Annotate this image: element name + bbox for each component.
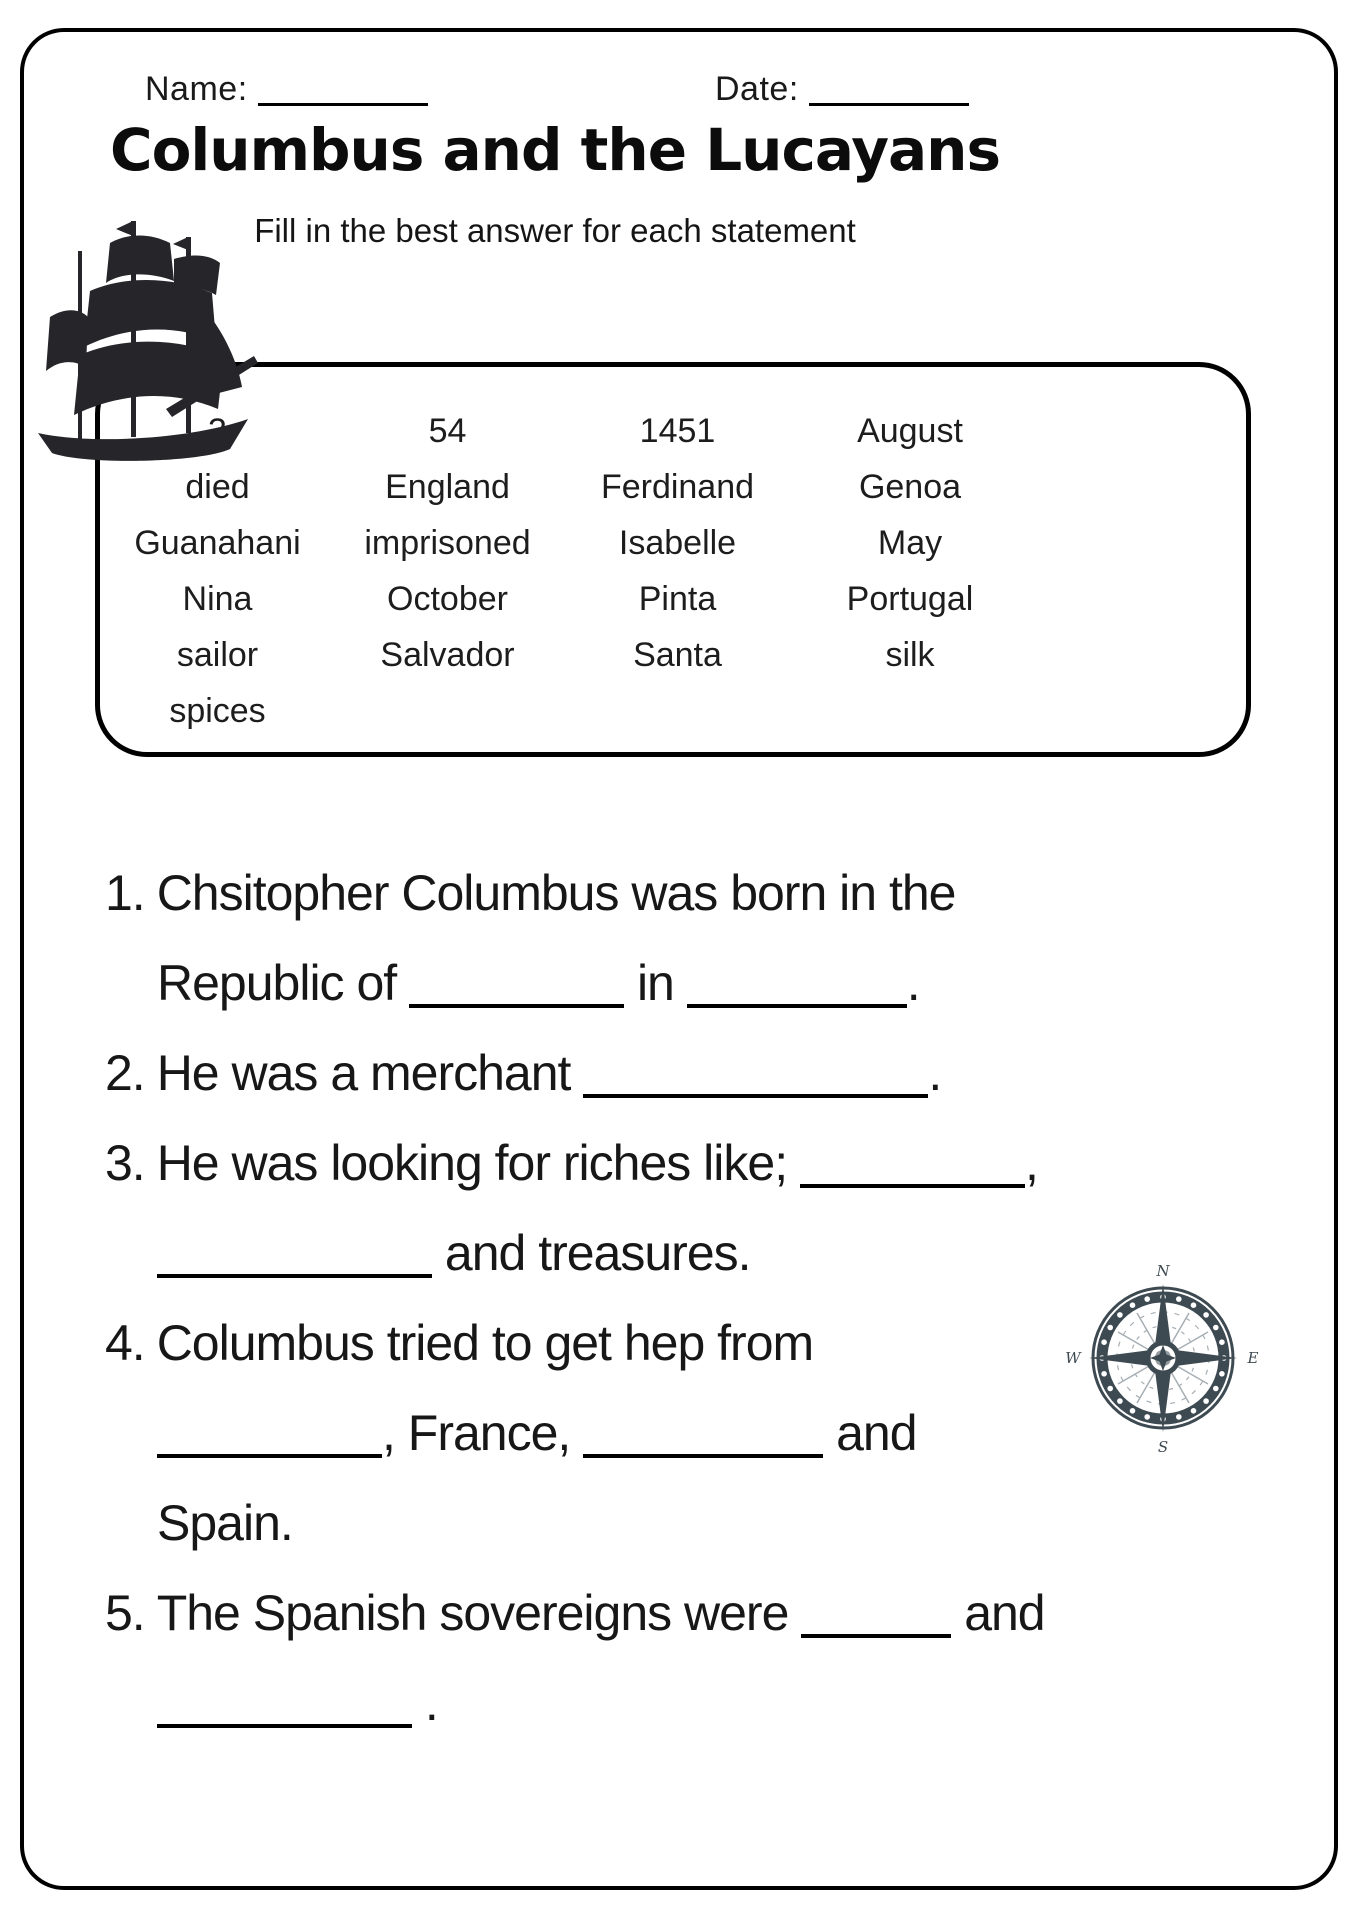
word-bank-item: imprisoned	[364, 524, 531, 562]
answer-blank[interactable]	[800, 1134, 1025, 1188]
question-text: The Spanish sovereigns were	[156, 1585, 802, 1641]
question-text: and	[951, 1585, 1045, 1641]
question-line	[105, 1208, 1225, 1298]
word-bank-column	[795, 403, 1025, 739]
compass-label-south: S	[1157, 1438, 1169, 1456]
question-text: .	[928, 1045, 942, 1101]
question-text: ,	[1024, 1135, 1038, 1191]
word-bank-item: Ferdinand	[600, 468, 755, 506]
page-subtitle: Fill in the best answer for each statement	[254, 212, 856, 249]
answer-blank[interactable]	[583, 1044, 928, 1098]
question-text: Columbus tried to get hep from	[156, 1315, 814, 1371]
word-bank-item: Salvador	[380, 636, 515, 674]
question-text: Spain.	[157, 1495, 293, 1551]
date-field-row	[715, 70, 969, 109]
question-number: 5.	[105, 1585, 145, 1641]
compass-rose-icon	[1063, 1258, 1263, 1458]
word-bank-item: Santa	[633, 636, 722, 674]
sailing-ship-icon	[22, 198, 262, 480]
word-bank-item: August	[857, 412, 963, 450]
answer-blank[interactable]	[157, 1224, 432, 1278]
answer-blank[interactable]	[687, 954, 907, 1008]
question-text: He was looking for riches like;	[156, 1135, 800, 1191]
question-text: and treasures.	[432, 1225, 751, 1281]
question-text: He was a merchant	[156, 1045, 584, 1101]
word-bank-column	[335, 403, 560, 739]
question-line	[105, 1118, 1225, 1208]
question-text: Republic of	[157, 955, 410, 1011]
word-bank-item: spices	[169, 692, 266, 730]
question-number: 1.	[105, 865, 145, 921]
questions-list	[105, 848, 1225, 1748]
answer-blank[interactable]	[157, 1674, 412, 1728]
question-text: Chsitopher Columbus was born in the	[156, 865, 956, 921]
answer-blank[interactable]	[801, 1584, 951, 1638]
word-bank-box	[95, 362, 1251, 757]
word-bank-item: Guanahani	[134, 524, 301, 562]
word-bank-item: 54	[428, 412, 467, 450]
word-bank-item: May	[877, 524, 943, 562]
question-text: .	[412, 1675, 438, 1731]
date-label: Date:	[715, 70, 799, 108]
word-bank-item: Nina	[182, 580, 253, 618]
question-line	[105, 1568, 1225, 1658]
question-line	[105, 1298, 1225, 1388]
page-title: Columbus and the Lucayans	[110, 116, 1000, 184]
answer-blank[interactable]	[409, 954, 624, 1008]
date-blank[interactable]	[809, 103, 969, 106]
word-bank-item: England	[385, 468, 510, 506]
answer-blank[interactable]	[157, 1404, 382, 1458]
question-line	[105, 848, 1225, 938]
question-line	[105, 1388, 1225, 1478]
question-line	[105, 938, 1225, 1028]
compass-label-west: W	[1065, 1349, 1081, 1367]
name-field-row	[145, 70, 428, 109]
word-bank-item: Portugal	[846, 580, 974, 618]
question-number: 4.	[105, 1315, 145, 1371]
question-line	[105, 1658, 1225, 1748]
question-text: in	[624, 955, 687, 1011]
name-blank[interactable]	[258, 103, 428, 106]
compass-label-north: N	[1156, 1262, 1170, 1280]
name-label: Name:	[145, 70, 248, 108]
word-bank-item: sailor	[176, 636, 259, 674]
word-bank-item: Genoa	[858, 468, 962, 506]
word-bank-item: Isabelle	[618, 524, 737, 562]
question-text: and	[823, 1405, 917, 1461]
compass-label-east: E	[1247, 1349, 1259, 1367]
word-bank-item: October	[387, 580, 508, 618]
question-text: , France,	[382, 1405, 584, 1461]
answer-blank[interactable]	[583, 1404, 823, 1458]
question-line	[105, 1478, 1225, 1568]
word-bank-item: silk	[885, 636, 935, 674]
word-bank-item: died	[185, 468, 250, 506]
word-bank-item: 1451	[639, 412, 716, 450]
word-bank-item: Pinta	[638, 580, 717, 618]
question-number: 2.	[105, 1045, 145, 1101]
question-text: .	[906, 955, 920, 1011]
question-line	[105, 1028, 1225, 1118]
word-bank-column	[560, 403, 795, 739]
question-number: 3.	[105, 1135, 145, 1191]
word-bank	[100, 403, 1246, 739]
